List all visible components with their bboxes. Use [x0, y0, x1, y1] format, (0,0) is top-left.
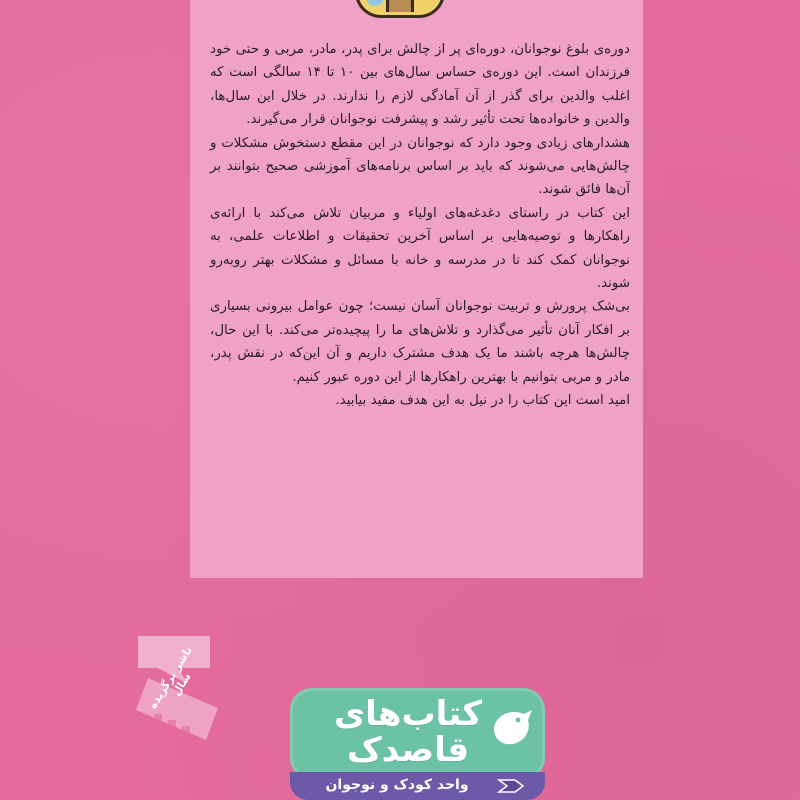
blurb-paragraph-1: دوره‌ی بلوغ نوجوانان، دوره‌ای پر از چالش برای پدر، مادر، مربی و حتی خود فرزندان است. این دوره‌ی حساس سال‌های بین ۱۰ تا ۱۴ سالگی است که اغلب والدین برای گذر از آن آمادگی لازم را ندارند. در خلال این سال‌ها، والدین و خانواده‌ها تحت تأثیر رشد و پیشرفت نوجوانان قرار می‌گیرند.	[210, 42, 630, 128]
blurb-paragraph-3: این کتاب در راستای دغدغه‌های اولیاء و مربیان تلاش می‌کند با ارائه‌ی راهکارها و توصیه‌هایی بر اساس آخرین تحقیقات و اطلاعات علمی، به نوجوانان کمک کند تا در مدرسه و خانه با مسائل و مشکلات بهتر روبه‌رو شوند.	[210, 205, 630, 292]
series-logo	[290, 688, 545, 800]
chevron-mark-icon	[495, 776, 533, 796]
publisher-stamp-label: ناشر برگزیده سال	[146, 644, 195, 712]
series-logo-title: کتاب‌های قاصدک	[333, 694, 483, 770]
back-cover-blurb	[210, 38, 630, 413]
bird-icon	[488, 704, 536, 752]
blurb-paragraph-4: بی‌شک پرورش و تربیت نوجوانان آسان نیست؛ چون عوامل بیرونی بسیاری بر افکار آنان تأثیر می‌گذارد و تلاش‌های ما را پیچیده‌تر می‌کند. با این حال، چالش‌ها هرچه باشند ما یک هدف مشترک داریم و آن این‌که در نقش پدر، مادر و مربی بتوانیم با بهترین راهکارها از این دوره عبور کنیم.	[210, 299, 630, 385]
series-logo-tagline: واحد کودک و نوجوان	[325, 777, 469, 793]
blurb-paragraph-5: امید است این کتاب را در نیل به این هدف مفید بیابید.	[335, 393, 630, 409]
blurb-paragraph-2: هشدارهای زیادی وجود دارد که نوجوانان در این مقطع دستخوش مشکلات و چالش‌هایی می‌شوند که باید بر اساس برنامه‌های آموزشی صحیح بتوانند بر آن‌ها فائق شوند.	[210, 135, 630, 198]
